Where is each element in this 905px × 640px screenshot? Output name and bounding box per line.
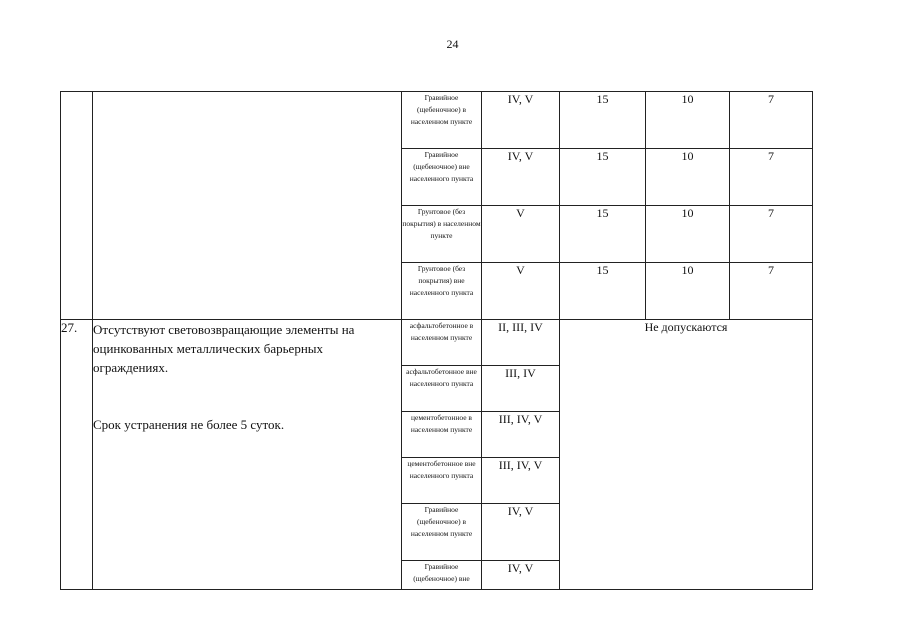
value-cell: 15 xyxy=(560,263,646,320)
road-category-cell: III, IV, V xyxy=(482,458,560,504)
value-cell: 10 xyxy=(646,206,730,263)
value-cell: 15 xyxy=(560,206,646,263)
value-cell: 10 xyxy=(646,92,730,149)
surface-type-cell: Гравийное (щебеночное) в населенном пункте xyxy=(402,504,482,561)
surface-type-cell: цементобетонное в населенном пункте xyxy=(402,412,482,458)
surface-type-cell: Гравийное (щебеночное) вне xyxy=(402,561,482,590)
table-row xyxy=(61,320,813,366)
value-cell: 10 xyxy=(646,149,730,206)
surface-type-cell: Гравийное (щебеночное) в населенном пункте xyxy=(402,92,482,149)
surface-type-cell: асфальтобетонное вне населенного пункта xyxy=(402,366,482,412)
road-category-cell: IV, V xyxy=(482,149,560,206)
surface-type-cell: Гравийное (щебеночное) вне населенного пункта xyxy=(402,149,482,206)
value-cell: 7 xyxy=(730,149,813,206)
surface-type-cell: Грунтовое (без покрытия) в населенном пункте xyxy=(402,206,482,263)
not-allowed-note: Не допускаются xyxy=(560,320,813,590)
road-category-cell: V xyxy=(482,206,560,263)
surface-type-cell: Грунтовое (без покрытия) вне населенного пункта xyxy=(402,263,482,320)
item-number-cell: 27. xyxy=(61,320,93,590)
requirements-table xyxy=(60,91,813,590)
elimination-term: Срок устранения не более 5 суток. xyxy=(93,417,285,432)
value-cell: 15 xyxy=(560,149,646,206)
defect-description: Отсутствуют световозвращающие элементы на оцинкованных металлических барьерных ограждениях. xyxy=(93,322,355,375)
road-category-cell: IV, V xyxy=(482,504,560,561)
value-cell: 7 xyxy=(730,92,813,149)
road-category-cell: III, IV xyxy=(482,366,560,412)
road-category-cell: III, IV, V xyxy=(482,412,560,458)
surface-type-cell: цементобетонное вне населенного пункта xyxy=(402,458,482,504)
road-category-cell: IV, V xyxy=(482,561,560,590)
road-category-cell: II, III, IV xyxy=(482,320,560,366)
surface-type-cell: асфальтобетонное в населенном пункте xyxy=(402,320,482,366)
item-description-cell xyxy=(93,92,402,320)
value-cell: 10 xyxy=(646,263,730,320)
item-number-cell xyxy=(61,92,93,320)
value-cell: 7 xyxy=(730,206,813,263)
item-description-cell xyxy=(93,320,402,590)
road-category-cell: V xyxy=(482,263,560,320)
page-number: 24 xyxy=(446,37,459,51)
road-category-cell: IV, V xyxy=(482,92,560,149)
table-row xyxy=(61,92,813,149)
value-cell: 7 xyxy=(730,263,813,320)
value-cell: 15 xyxy=(560,92,646,149)
